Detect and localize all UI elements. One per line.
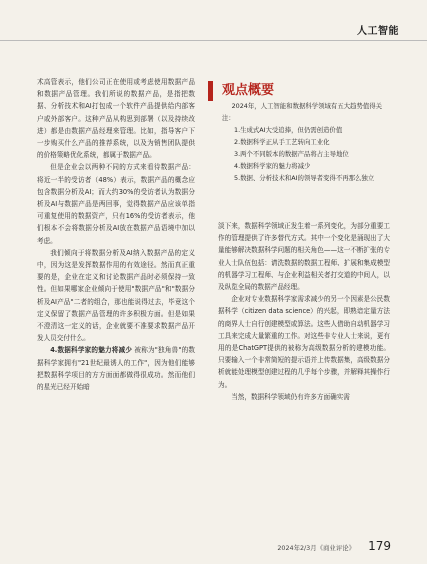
viewpoint-item: 5.数据、分析技术和AI的领导者变得不再那么独立 [234,174,375,182]
header-rule [0,40,427,41]
paragraph: 术高管表示，他们公司正在使用或考虑使用数据产品和数据产品管理。我们所说的数据产品，是指把数据、分析技术和AI打包成一个软件产品提供给内部客户或外部客户。这种产品从构思到部署（以及持续改进）都是由数据产品经理来管理。比如，指导客户下一步购买什么产品的推荐系统，以及为销售团队提供的价格策略优化系统，都属于数据产品。 [37,78,195,160]
right-column [218,220,390,403]
paragraph [37,344,195,393]
viewpoint-item: 2.数据科学正从手工艺转向工业化 [234,138,330,146]
viewpoint-accent-bar [208,81,213,101]
viewpoint-intro: 2024年，人工智能和数据科学领域有五大趋势值得关注： [222,102,383,122]
paragraph: 我们倾向于将数据分析及AI纳入数据产品的定义中，因为这是发挥数据作用的有效途径。然而真正重要的是，企业在定义和讨论数据产品时必须保持一致性。但如果哪家企业倾向于使用"数据产品"和"数据分析及AI产品"二者的组合，那也能说得过去，毕竟这个定义保留了数据产品管理的许多积极方面。但是如果不澄清这一定义的话，企业就要不准要求数据产品开发人员交付什么。 [37,248,195,343]
viewpoint-item: 4.数据科学家的魅力将减少 [234,162,311,170]
viewpoint-body [222,100,392,184]
paragraph: 企业对专业数据科学家需求减少的另一个因素是公民数据科学（citizen data science）的兴起，即熟谙定量方法的商界人士自行创建模型或算法。这些人借助自动机器学习工具来完成大量繁重的工作。对这些非专业人士来说，更有用的是ChatGPT提供的被称为高级数据分析的建模功能。只要输入一个非常简短的提示语并上传数据集，高级数据分析就能处理模型创建过程的几乎每个步骤，并解释其操作行为。 [218,295,390,389]
viewpoint-title: 观点概要 [222,83,275,98]
viewpoint-item: 1.生成式AI大受追捧，但仍需创造价值 [234,126,343,134]
paragraph-heading: 4.数据科学家的魅力将减少 [50,346,133,355]
left-column [37,76,195,393]
viewpoint-item: 3.两个不同版本的数据产品将占主导地位 [234,150,349,158]
paragraph: 但是企业会以两种不同的方式来看待数据产品：将近一半的受访者（48%）表示，数据产品的概念应包含数据分析及AI；而大约30%的受访者认为数据分析及AI与数据产品是两回事，觉得数据产品应该单指可重复使用的数据资产，只有16%的受访者表示，他们根本不会将数据分析及AI放在数据产品语境中加以考虑。 [37,163,195,245]
paragraph: 当然，数据科学领域仍有许多方面确实需 [231,392,350,401]
section-tag: 人工智能 [357,26,399,37]
issue-date: 2024年2/3月《商业评论》 [277,544,355,552]
paragraph-text: 被称为"独角兽"的数据科学家拥有"21世纪最诱人的工作"，因为他们能够把数据科学项目的方方面面都做得很成功。然而他们的星光已经开始暗 [37,346,195,392]
page-number: 179 [368,539,391,553]
paragraph: 淡下来，数据科学领域正发生着一系列变化，为部分重要工作的管理提供了许多替代方式。其中一个变化是涌现出了大量能够解决数据科学问题的相关角色——这一不断扩张的专业人士队伍包括：请洗数据的数据工程师、扩展和集成模型的机器学习工程师、与企业利益相关者打交道的中间人，以及纵览全局的数据产品经理。 [218,222,390,292]
